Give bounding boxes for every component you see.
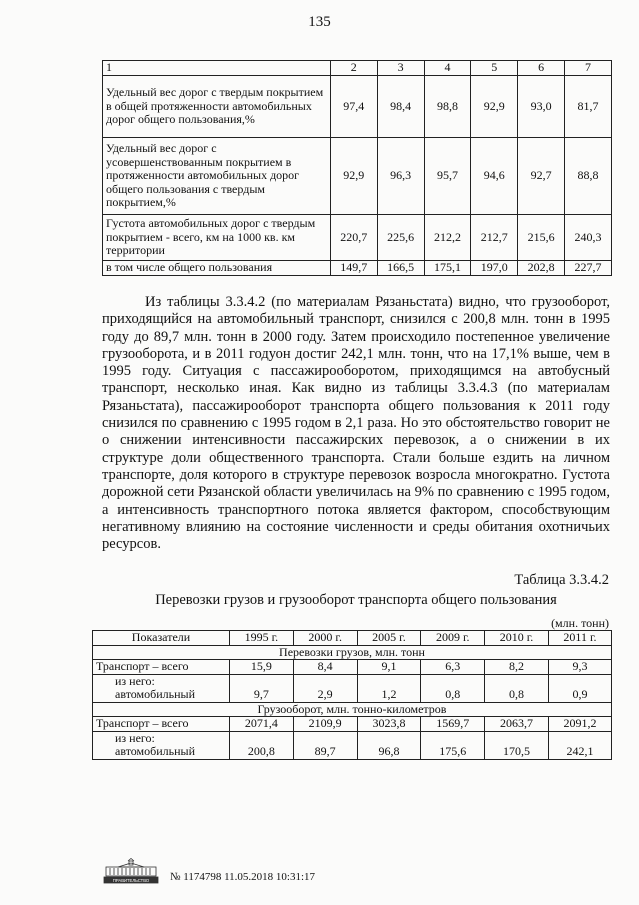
table-cell: 92,9 [471,76,518,138]
table-cell: 200,8 [230,731,294,759]
table-cell: 2063,7 [485,717,549,732]
table-cell: 0,8 [485,674,549,702]
table-cell: 166,5 [377,261,424,276]
table-header-cell: 5 [471,61,518,76]
svg-text:ПРАВИТЕЛЬСТВО: ПРАВИТЕЛЬСТВО [112,878,150,883]
row-label-line: из него: [115,673,155,688]
road-statistics-table [102,60,612,276]
table-header-cell: 2005 г. [357,631,421,646]
freight-table [92,630,612,760]
table-header-cell: Показатели [93,631,230,646]
table-cell: 225,6 [377,215,424,261]
table-row [103,215,612,261]
table-cell: 3023,8 [357,717,421,732]
table-cell: 9,3 [548,660,611,675]
row-label [93,731,230,759]
table-cell: 242,1 [548,731,611,759]
row-label: в том числе общего пользования [103,261,331,276]
table-header-cell: 7 [565,61,612,76]
table-cell: 96,3 [377,138,424,215]
table-cell: 1569,7 [421,717,485,732]
table-cell: 215,6 [518,215,565,261]
table-cell: 6,3 [421,660,485,675]
table-row [103,261,612,276]
table-cell: 96,8 [357,731,421,759]
table-cell: 0,8 [421,674,485,702]
table-cell: 175,1 [424,261,471,276]
table-cell: 9,7 [230,674,294,702]
table-cell: 212,7 [471,215,518,261]
table-cell: 0,9 [548,674,611,702]
table-cell: 227,7 [565,261,612,276]
table-cell: 92,9 [330,138,377,215]
row-label: Транспорт – всего [93,660,230,675]
section-heading: Перевозки грузов, млн. тонн [93,645,612,660]
table-cell: 149,7 [330,261,377,276]
row-label-line: автомобильный [115,687,196,701]
table-cell: 15,9 [230,660,294,675]
table-title: Перевозки грузов и грузооборот транспорта общего пользования [155,592,557,608]
table-cell: 89,7 [293,731,357,759]
table-cell: 88,8 [565,138,612,215]
table-row [93,660,612,675]
table-header-cell: 6 [518,61,565,76]
table-header-cell: 2011 г. [548,631,611,646]
section-heading: Грузооборот, млн. тонно-километров [93,702,612,717]
table-cell: 93,0 [518,76,565,138]
table-header-cell: 2010 г. [485,631,549,646]
row-label-line: из него: [115,730,155,745]
table-cell: 81,7 [565,76,612,138]
page-number: 135 [308,14,331,30]
document-id: № 1174798 11.05.2018 10:31:17 [170,871,316,883]
table-header-cell: 2009 г. [421,631,485,646]
table-cell: 2,9 [293,674,357,702]
table-header-row [93,631,612,646]
table-cell: 8,4 [293,660,357,675]
table-cell: 240,3 [565,215,612,261]
table-cell: 94,6 [471,138,518,215]
section-row [93,702,612,717]
section-row [93,645,612,660]
table-cell: 2091,2 [548,717,611,732]
table-row [103,138,612,215]
table-cell: 98,4 [377,76,424,138]
table-header-row [103,61,612,76]
table-header-cell: 4 [424,61,471,76]
table-header-cell: 2 [330,61,377,76]
table-cell: 2109,9 [293,717,357,732]
document-stamp [100,858,420,888]
table-cell: 175,6 [421,731,485,759]
table-cell: 202,8 [518,261,565,276]
table-cell: 2071,4 [230,717,294,732]
table-cell: 92,7 [518,138,565,215]
table-cell: 98,8 [424,76,471,138]
row-label: Удельный вес дорог с твердым покрытием в общей протяженности автомобильных дорог общего пользования,% [103,76,331,138]
row-label: Удельный вес дорог с усовершенствованным покрытием в протяженности автомобильных дорог общего пользования с твердым покрытием,% [103,138,331,215]
government-building-icon [100,858,162,886]
table-header-cell: 1995 г. [230,631,294,646]
table-row [93,674,612,702]
table-cell: 9,1 [357,660,421,675]
table-header-cell: 1 [103,61,331,76]
table-row [93,717,612,732]
table-number: Таблица 3.3.4.2 [514,572,609,588]
table-unit: (млн. тонн) [551,616,609,630]
table-cell: 197,0 [471,261,518,276]
table-row [103,76,612,138]
row-label-line: автомобильный [115,744,196,758]
table-row [93,731,612,759]
table-header-cell: 2000 г. [293,631,357,646]
table-cell: 97,4 [330,76,377,138]
table-cell: 170,5 [485,731,549,759]
row-label: Густота автомобильных дорог с твердым покрытием - всего, км на 1000 кв. км территории [103,215,331,261]
table-cell: 8,2 [485,660,549,675]
table-header-cell: 3 [377,61,424,76]
row-label: Транспорт – всего [93,717,230,732]
body-paragraph: Из таблицы 3.3.4.2 (по материалам Рязаньстата) видно, что грузооборот, приходящийся на автомобильный транспорт, снизился с 200,8 млн. тонн в 1995 году до 89,7 млн. тонн в 2000 году. Затем происходило постепенное увеличение грузооборота, и в 2011 годуон достиг 242,1 млн. тонн, что на 17,1% выше, чем в 1995 году. Ситуация с пассажирооборотом, приходящимся на автобусный транспорт, несколько иная. Как видно из таблицы 3.3.4.3 (по материалам Рязаньстата), пассажирооборот транспорта общего пользования к 2011 году снизился по сравнению с 1995 годом в 2,1 раза. Но это обстоятельство говорит не о снижении интенсивности пассажирских перевозок, а о снижении в их структуре доли общественного транспорта. Стали больше ездить на личном транспорте, доля которого в структуре перевозок возросла многократно. Густота дорожной сети Рязанской области увеличилась на 9% по сравнению с 1995 годом, а интенсивность транспортного потока является фактором, способствующим негативному влиянию на состояние численности и среды обитания охотничьих ресурсов. [102,294,610,553]
row-label [93,674,230,702]
table-cell: 1,2 [357,674,421,702]
table-cell: 212,2 [424,215,471,261]
table-cell: 220,7 [330,215,377,261]
table-cell: 95,7 [424,138,471,215]
